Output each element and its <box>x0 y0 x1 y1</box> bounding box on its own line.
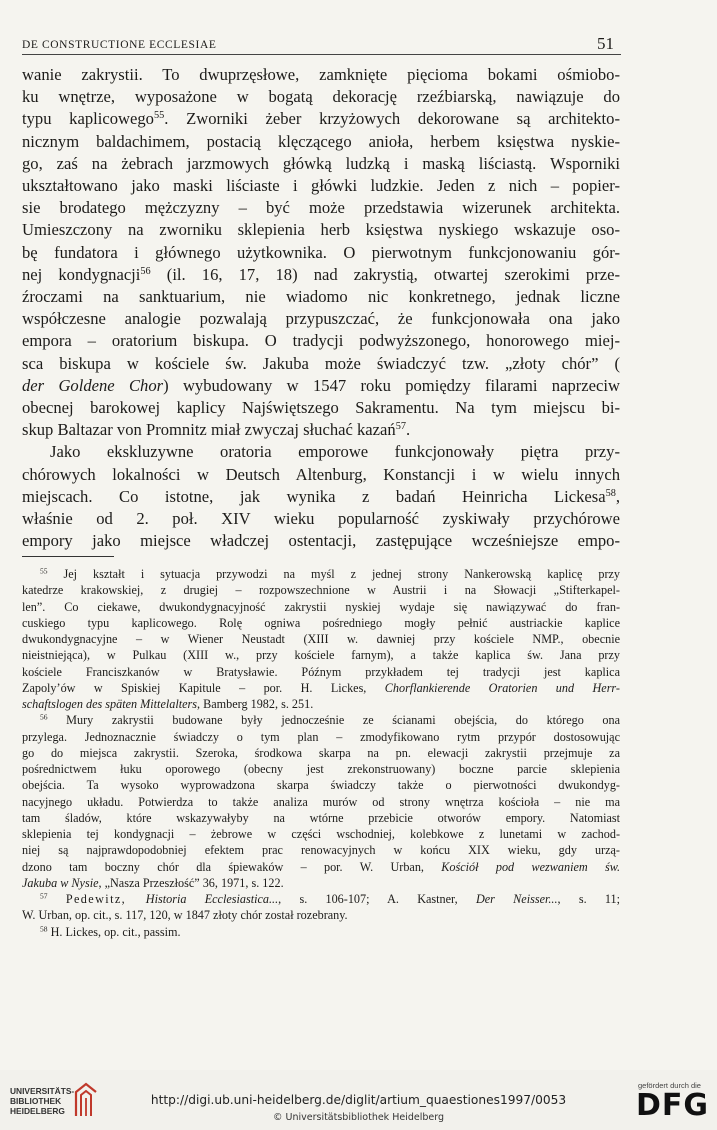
footnote-line: Zapoly’ów w Spiskiej Kapitule – por. H. Lickes, Chorflankierende Oratorien und Herr- <box>22 680 620 695</box>
text-line: chórowych lokalności w Deutsch Altenburg, Konstancji i w wielu innych <box>22 464 620 484</box>
footnote-57 <box>22 891 620 924</box>
text-line: typu kaplicowego$^{55}$. Zworniki żeber krzyżowych dekorowane są architekto- <box>22 109 620 129</box>
footnote-mark: 58 <box>40 923 48 933</box>
text-line: skup Baltazar von Promnitz miał zwyczaj słuchać kazań$^{57}$. <box>22 420 411 440</box>
text-line: ukształtowano jako maski liściaste i główki ludzkie. Jeden z nich – popier- <box>22 176 620 196</box>
footnote-line: pośrednictwem łuku oporowego (obecny jest zrekonstruowany) boczne parcie sklepienia <box>22 762 620 776</box>
footnote-line: obejścia. Ta wysoko wyprowadzona skarpa świadczy także o pierwotności dwukondyg- <box>22 778 620 793</box>
footnote-line: nieistniejąca), w Pulkau (XIII w., przy kościele farnym), a także kaplica św. Jana przy <box>22 648 620 663</box>
running-header <box>22 36 621 55</box>
footnote-line: Jakuba w Nysie, „Nasza Przeszłość” 36, 1971, s. 122. <box>22 875 284 890</box>
text-line: empory jako miejsce władczej ostentacji, zastępujące wcześniejsze empo- <box>22 531 620 551</box>
text-line: obecnej barokowej kaplicy Najświętszego Sakramentu. Na tym miejscu bi- <box>22 398 620 418</box>
footnote-line: len”. Co ciekawe, dwukondygnacyjność zakrystii nyskiej wydaje się nawiązywać do fran- <box>22 599 620 614</box>
footnote-line: W. Urban, op. cit., s. 117, 120, w 1847 złoty chór został rozebrany. <box>22 908 348 923</box>
footnote-mark: 56 <box>40 712 48 722</box>
text-line: bę fundatora i głównego użytkownika. O pierwotnym funkcjonowaniu gór- <box>22 242 620 262</box>
footnote-56 <box>22 712 620 891</box>
funding-label: gefördert durch die <box>638 1081 701 1090</box>
text-line: go, zaś na żebrach jarzmowych główką ludzką i maską liściastą. Wsporniki <box>22 153 620 173</box>
text-line: Umieszczony na zworniku sklepienia herb księstwa nyskiego wskazuje oso- <box>22 220 620 240</box>
footnote-line: sklepienia tej kondygnacji – żebrowe w części wschodniej, kolebkowe z lunetami w zachod- <box>22 827 620 841</box>
footnote-line: niej są najprawdopodobniej efektem prac renowacyjnych w końcu XIX wieku, gdy urzą- <box>22 843 620 858</box>
text-line: właśnie od 2. poł. XIV wieku popularność zyskiwały przychórowe <box>22 509 620 529</box>
footnote-ref-56[interactable]: 56 <box>140 265 151 277</box>
footnote-line: tam śladów, które wskazywałyby na wtórne przebicie otworów empory. Natomiast <box>22 810 620 825</box>
text-line: sca biskupa w kościele św. Jakuba może świadczyć tzw. „złoty chór” ( <box>22 353 620 373</box>
footnote-line: go do miejsca zakrystii. Szeroka, środkowa skarpa na pn. elewacji zakrystii przejmuje za <box>22 745 620 760</box>
footnote-line: $^{58}$ H. Lickes, op. cit., passim. <box>40 923 181 939</box>
dfg-logo: DFG <box>636 1088 710 1123</box>
text-line: wanie zakrystii. To dwuprzęsłowe, zamknięte pięcioma bokami ośmiobo- <box>22 65 620 84</box>
main-text <box>22 64 620 552</box>
text-line: empora – oratorium biskupa. O tradycji podwyższonego, honorowego miej- <box>22 331 620 351</box>
footnote-line: $^{57}$ Pedewitz, Historia Ecclesiastica..., s. 106-107; A. Kastner, Der Neisser..., s. 11; <box>40 891 620 906</box>
library-logo-text: UNIVERSITÄTS- BIBLIOTHEK HEIDELBERG <box>10 1086 75 1116</box>
footnote-line: katedrze krakowskiej, z drugiej – rozpowszechnione w Austrii i na Słowacji „Stifterkapel- <box>22 583 620 598</box>
footnote-line: $^{56}$ Mury zakrystii budowane były jednocześnie ze ścianami obejścia, do którego ona <box>40 712 621 728</box>
footnote-line: dzono tam boczny chór dla śpiewaków – por. W. Urban, Kościół pod wezwaniem św. <box>22 859 620 874</box>
footnote-rule <box>22 556 114 557</box>
text-line: ku wnętrze, wyposażone w bogatą dekorację rzeźbiarską, nawiązuje do <box>22 87 620 107</box>
footnote-line: cuskiego typu kaplicowego. Rolę ogniwa pośredniego mogły pełnić austriackie kaplice <box>22 615 620 630</box>
text-line: der Goldene Chor) wybudowany w 1547 roku pomiędzy filarami naprzeciw <box>22 375 620 395</box>
footnote-line: kościele Franciszkanów w Bratysławie. Późnym przykładem tej tradycji jest kaplica <box>22 664 620 679</box>
page-number: 51 <box>597 34 614 53</box>
paragraph-1 <box>22 64 620 441</box>
footnotes <box>22 566 620 940</box>
footnote-line: dwukondygnacyjne – w Wiener Neustadt (XIII w. dawniej przy kościele NMP., obecnie <box>22 632 620 646</box>
italic-term: der Goldene Chor <box>22 375 164 395</box>
footnote-mark: 55 <box>40 566 48 576</box>
text-line: Jako ekskluzywne oratoria emporowe funkcjonowały piętra przy- <box>50 442 620 462</box>
text-line: nej kondygnacji$^{56}$ (il. 16, 17, 18) nad zakrystią, otwartej szerokimi prze- <box>22 264 620 284</box>
text-line: źroczami na sanktuarium, nie wiadomo nic konkretnego, jednak liczne <box>22 287 620 307</box>
copyright-notice: © Universitätsbibliothek Heidelberg <box>272 1112 444 1123</box>
footnote-line: przylega. Jednoznacznie świadczy o tym plan – zmodyfikowano rytm przypór dostosowując <box>22 729 620 744</box>
text-line: miejscach. Co istotne, jak wynika z badań Heinricha Lickesa$^{58}$, <box>22 486 620 506</box>
footnote-line: $^{55}$ Jej kształt i sytuacja przywodzi na myśl z jednej strony Nankerowską kaplicę przy <box>40 566 621 581</box>
footnote-ref-57[interactable]: 57 <box>395 421 406 433</box>
running-title: DE CONSTRUCTIONE ECCLESIAE <box>22 39 217 51</box>
footnote-55 <box>22 566 620 712</box>
footnote-58 <box>22 924 620 940</box>
digital-library-url[interactable]: http://digi.ub.uni-heidelberg.de/diglit/artium_quaestiones1997/0053 <box>150 1093 567 1107</box>
footnote-line: nacyjnego układu. Potwierdza to także analiza murów od strony wnętrza kościoła – nie ma <box>22 794 620 809</box>
footnote-mark: 57 <box>40 891 48 901</box>
footnote-ref-55[interactable]: 55 <box>153 110 165 122</box>
footnote-ref-58[interactable]: 58 <box>605 487 616 499</box>
text-line: sie brodatego mężczyzny – być może przedstawia wizerunek architekta. <box>22 198 620 218</box>
text-line: nicznym baldachimem, postacią klęczącego anioła, herbem księstwa nyskie- <box>22 131 620 151</box>
paragraph-2 <box>22 441 620 552</box>
footnote-line: schaftslogen des späten Mittelalters, Bamberg 1982, s. 251. <box>22 697 314 711</box>
text-line: współczesne analogie pozwalają przypuszczać, że funkcjonowała ona jako <box>22 309 620 329</box>
